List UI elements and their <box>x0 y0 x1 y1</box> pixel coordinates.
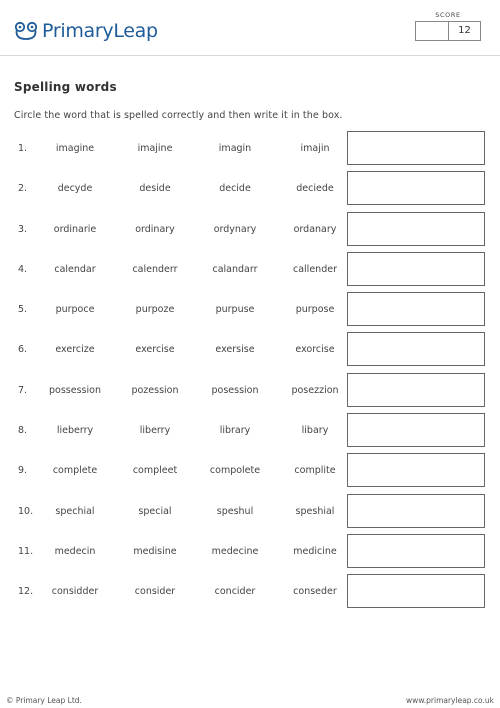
word-option[interactable]: concider <box>214 586 256 598</box>
word-option[interactable]: lieberry <box>56 425 94 437</box>
word-option[interactable]: possession <box>49 384 101 396</box>
word-option[interactable]: ordinary <box>135 223 175 235</box>
word-option[interactable]: calendar <box>54 263 96 275</box>
word-option[interactable]: complete <box>52 465 98 477</box>
score-total: 12 <box>448 22 480 40</box>
word-option[interactable]: medecine <box>211 545 259 557</box>
score-label: SCORE <box>435 11 461 19</box>
word-option[interactable]: complite <box>294 465 336 477</box>
question-number: 2. <box>18 183 28 195</box>
answer-box[interactable] <box>347 534 485 568</box>
footer-website: www.primaryleap.co.uk <box>406 696 494 705</box>
word-option[interactable]: spechial <box>55 505 95 517</box>
word-option[interactable]: purpuse <box>215 304 255 316</box>
word-option[interactable]: deside <box>139 183 171 195</box>
word-option[interactable]: imajin <box>300 143 330 154</box>
question-row <box>0 534 500 574</box>
word-option[interactable]: compleet <box>132 465 178 477</box>
word-option[interactable]: imagin <box>218 143 252 154</box>
word-option[interactable]: ordanary <box>293 223 337 235</box>
word-option[interactable]: medisine <box>133 545 177 557</box>
word-option[interactable]: purpoce <box>55 304 95 316</box>
word-option[interactable]: consider <box>134 586 176 598</box>
question-row <box>0 131 500 171</box>
answer-box[interactable] <box>347 131 485 165</box>
word-option[interactable]: liberry <box>139 425 171 437</box>
answer-box[interactable] <box>347 332 485 366</box>
word-option[interactable]: deciede <box>296 183 334 195</box>
question-number: 3. <box>18 223 28 235</box>
question-row <box>0 494 500 534</box>
score-panel <box>415 11 481 41</box>
word-option[interactable]: purpose <box>295 304 335 316</box>
question-number: 9. <box>18 465 28 477</box>
worksheet-title: Spelling words <box>14 80 117 94</box>
word-option[interactable]: considder <box>51 586 99 598</box>
answer-box[interactable] <box>347 171 485 205</box>
word-option[interactable]: posession <box>211 384 259 396</box>
word-option[interactable]: calandarr <box>212 263 258 275</box>
word-option[interactable]: decyde <box>57 183 93 195</box>
word-option[interactable]: calenderr <box>132 263 178 275</box>
answer-box[interactable] <box>347 413 485 447</box>
answer-box[interactable] <box>347 494 485 528</box>
word-option[interactable]: exorcise <box>295 344 335 356</box>
question-row <box>0 574 500 614</box>
question-list <box>0 131 500 615</box>
word-option[interactable]: imajine <box>137 143 173 154</box>
question-number: 5. <box>18 304 28 316</box>
answer-box[interactable] <box>347 574 485 608</box>
word-option[interactable]: ordinarie <box>53 223 97 235</box>
question-row <box>0 171 500 211</box>
question-row <box>0 373 500 413</box>
question-number: 10. <box>18 505 34 517</box>
word-option[interactable]: medecin <box>54 545 96 557</box>
question-number: 11. <box>18 545 34 557</box>
question-number: 8. <box>18 425 28 437</box>
question-row <box>0 413 500 453</box>
word-option[interactable]: exersise <box>215 344 255 356</box>
question-number: 7. <box>18 384 28 396</box>
word-option[interactable]: libary <box>301 425 329 437</box>
word-option[interactable]: library <box>219 425 251 437</box>
word-option[interactable]: speshul <box>216 505 254 517</box>
word-option[interactable]: speshial <box>295 505 335 517</box>
word-option[interactable]: medicine <box>293 545 337 557</box>
score-input-cell[interactable] <box>416 22 448 40</box>
word-option[interactable]: exercise <box>135 344 175 356</box>
word-option[interactable]: special <box>138 505 172 517</box>
question-number: 6. <box>18 344 28 356</box>
question-row <box>0 212 500 252</box>
header-divider <box>0 55 500 56</box>
question-row <box>0 292 500 332</box>
question-number: 4. <box>18 263 28 275</box>
word-option[interactable]: pozession <box>131 384 179 396</box>
question-number: 1. <box>18 143 28 154</box>
word-option[interactable]: conseder <box>293 586 337 598</box>
answer-box[interactable] <box>347 212 485 246</box>
word-option[interactable]: exercize <box>55 344 95 356</box>
score-box <box>415 21 481 41</box>
word-option[interactable]: callender <box>293 263 337 275</box>
answer-box[interactable] <box>347 292 485 326</box>
answer-box[interactable] <box>347 453 485 487</box>
header <box>0 0 500 56</box>
footer-copyright: © Primary Leap Ltd. <box>6 696 82 705</box>
answer-box[interactable] <box>347 252 485 286</box>
logo <box>14 20 158 42</box>
answer-box[interactable] <box>347 373 485 407</box>
question-row <box>0 453 500 493</box>
word-option[interactable]: posezzion <box>291 384 339 396</box>
question-row <box>0 252 500 292</box>
worksheet-instructions: Circle the word that is spelled correctly and then write it in the box. <box>14 110 343 121</box>
question-number: 12. <box>18 586 34 598</box>
word-option[interactable]: imagine <box>55 143 95 154</box>
word-option[interactable]: purpoze <box>135 304 175 316</box>
word-option[interactable]: decide <box>219 183 251 195</box>
word-option[interactable]: ordynary <box>213 223 257 235</box>
logo-text: PrimaryLeap <box>42 20 158 42</box>
question-row <box>0 332 500 372</box>
word-option[interactable]: compolete <box>209 465 261 477</box>
frog-logo-icon <box>14 21 38 41</box>
